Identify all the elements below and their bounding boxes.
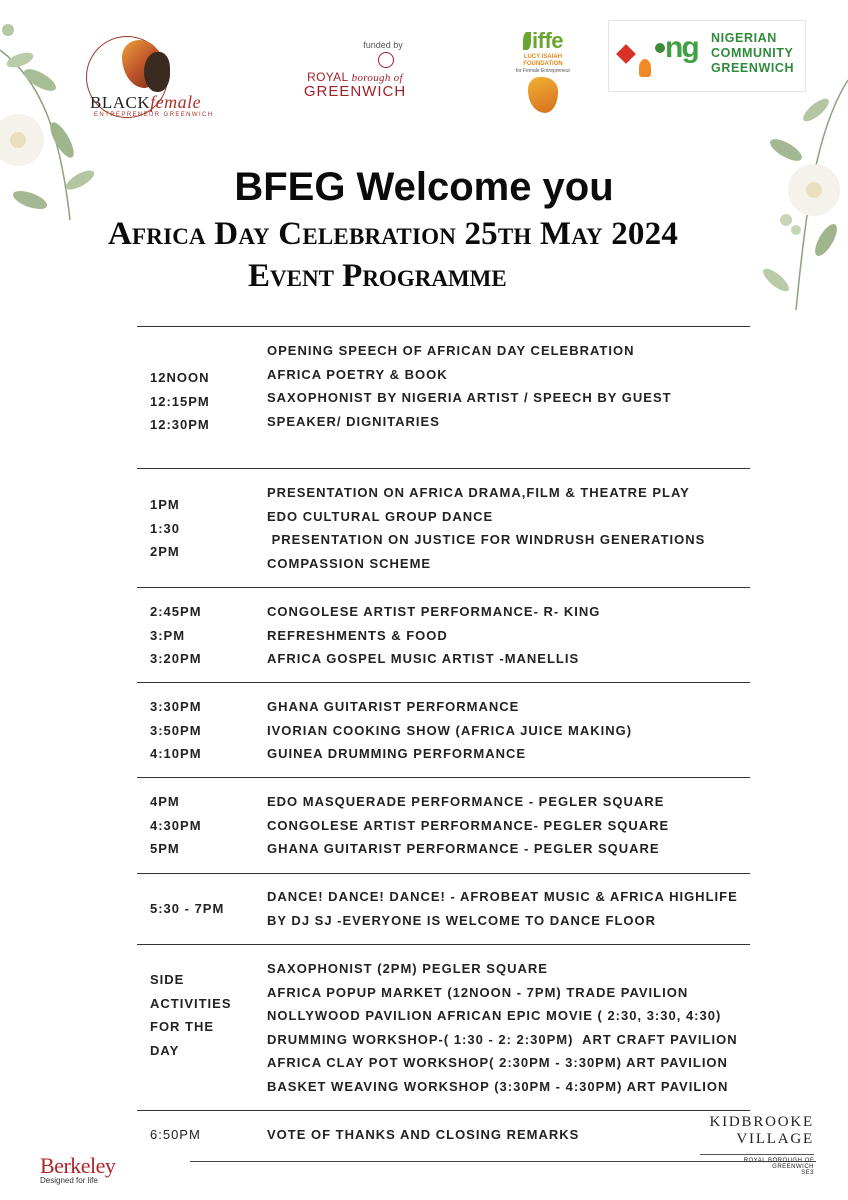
- event-item: NOLLYWOOD PAVILION AFRICAN EPIC MOVIE ( 2:30, 3:30, 4:30): [267, 1008, 722, 1023]
- event-item: BY DJ SJ -EVERYONE IS WELCOME TO DANCE FLOOR: [267, 912, 657, 928]
- time-slot: 3:50PM: [150, 722, 202, 738]
- event-item: GHANA GUITARIST PERFORMANCE - PEGLER SQUARE: [267, 841, 660, 856]
- bfeg-logo-sub: ENTREPRENEUR GREENWICH: [94, 112, 214, 118]
- iffe-wordmark: iffe: [505, 28, 581, 54]
- event-item: CONGOLESE ARTIST PERFORMANCE- R- KING: [267, 604, 601, 619]
- schedule-divider: [137, 682, 750, 683]
- time-column: [150, 600, 202, 671]
- berkeley-logo: [40, 1154, 115, 1185]
- event-item: SAXOPHONIST (2PM) PEGLER SQUARE: [267, 961, 548, 976]
- kidbrooke-code: SE3: [801, 1170, 814, 1176]
- lucy-isaiah-foundation-logo: [505, 28, 581, 118]
- greenwich-royal-line: ROYAL borough of: [307, 70, 403, 84]
- event-item: OPENING SPEECH OF AFRICAN DAY CELEBRATION: [267, 343, 635, 358]
- kidbrooke-rule: [700, 1154, 814, 1155]
- time-slot: 2PM: [150, 544, 180, 559]
- kidbrooke-line-1: KIDBROOKE: [709, 1114, 814, 1130]
- programme-title: Event Programme: [248, 258, 507, 294]
- kidbrooke-borough: ROYAL BOROUGH OF GREENWICH: [743, 1158, 814, 1170]
- event-item: DRUMMING WORKSHOP-( 1:30 - 2: 2:30PM) ART CRAFT PAVILION: [267, 1031, 738, 1047]
- woman-silhouette-icon: [144, 52, 170, 92]
- event-item: COMPASSION SCHEME: [267, 555, 432, 571]
- nigerian-community-greenwich-logo: [608, 20, 806, 92]
- time-slot: 4PM: [150, 794, 180, 809]
- time-slot: DAY: [150, 1042, 180, 1058]
- event-item: VOTE OF THANKS AND CLOSING REMARKS: [267, 1127, 580, 1142]
- event-column: [267, 339, 672, 433]
- event-item: AFRICA POETRY & BOOK: [267, 366, 448, 382]
- schedule-divider: [137, 777, 750, 778]
- iffe-foundation-name: LUCY ISAIAH FOUNDATION: [523, 54, 563, 67]
- event-item: AFRICA CLAY POT WORKSHOP( 2:30PM - 3:30PM) ART PAVILION: [267, 1055, 728, 1070]
- bfeg-logo-word: BLACKfemale: [90, 92, 202, 112]
- time-slot: 2:45PM: [150, 604, 202, 619]
- schedule-divider: [137, 873, 750, 874]
- time-column: [150, 695, 202, 766]
- funded-by-label: funded by: [363, 40, 403, 50]
- bfeg-logo: [84, 36, 234, 120]
- time-slot: 12NOON: [150, 370, 210, 385]
- event-column: [267, 695, 632, 766]
- event-column: [267, 957, 738, 1098]
- time-slot: 6:50PM: [150, 1127, 201, 1142]
- berkeley-tagline: Designed for life: [40, 1176, 98, 1185]
- event-item: GHANA GUITARIST PERFORMANCE: [267, 699, 520, 714]
- greenwich-name: GREENWICH: [303, 83, 407, 100]
- event-item: AFRICA GOSPEL MUSIC ARTIST -MANELLIS: [267, 651, 580, 666]
- event-item: DANCE! DANCE! DANCE! - AFROBEAT MUSIC & AFRICA HIGHLIFE: [267, 889, 738, 904]
- berkeley-wordmark: Berkeley: [40, 1153, 116, 1178]
- time-column: [150, 968, 232, 1062]
- event-item: SAXOPHONIST BY NIGERIA ARTIST / SPEECH BY GUEST: [267, 390, 672, 405]
- event-column: [267, 885, 738, 932]
- time-slot: 3:PM: [150, 627, 186, 643]
- schedule-divider: [137, 587, 750, 588]
- time-column: [150, 493, 180, 564]
- schedule-divider: [137, 944, 750, 945]
- africa-map-icon: [528, 77, 558, 113]
- event-item: AFRICA POPUP MARKET (12NOON - 7PM) TRADE PAVILION: [267, 984, 689, 1000]
- event-item: BASKET WEAVING WORKSHOP (3:30PM - 4:30PM) ART PAVILION: [267, 1078, 729, 1094]
- time-column: [150, 897, 224, 921]
- greenwich-crest-icon: [378, 52, 394, 68]
- event-item: PRESENTATION ON JUSTICE FOR WINDRUSH GENERATIONS: [267, 532, 706, 547]
- event-item: PRESENTATION ON AFRICA DRAMA,FILM & THEATRE PLAY: [267, 485, 690, 500]
- schedule-divider: [137, 468, 750, 469]
- leaf-icon: [523, 32, 531, 50]
- time-slot: ACTIVITIES: [150, 995, 232, 1011]
- time-slot: 5PM: [150, 841, 180, 856]
- time-column: [150, 1123, 201, 1147]
- time-slot: 3:20PM: [150, 651, 202, 666]
- ngc-mark: ng: [665, 31, 698, 64]
- schedule-divider: [137, 1110, 750, 1111]
- event-column: [267, 600, 600, 671]
- event-item: EDO MASQUERADE PERFORMANCE - PEGLER SQUARE: [267, 794, 665, 809]
- kidbrooke-village-logo: [700, 1114, 814, 1176]
- kidbrooke-line-2: VILLAGE: [736, 1131, 814, 1147]
- royal-greenwich-logo: [300, 40, 410, 104]
- event-item: IVORIAN COOKING SHOW (AFRICA JUICE MAKING): [267, 722, 633, 738]
- welcome-title: BFEG Welcome you: [234, 165, 614, 209]
- time-slot: 1PM: [150, 497, 180, 512]
- event-item: CONGOLESE ARTIST PERFORMANCE- PEGLER SQUARE: [267, 817, 670, 833]
- event-column: [267, 790, 669, 861]
- event-item: EDO CULTURAL GROUP DANCE: [267, 508, 494, 524]
- event-item: SPEAKER/ DIGNITARIES: [267, 413, 440, 429]
- time-slot: 5:30 - 7PM: [150, 901, 225, 916]
- time-slot: 4:30PM: [150, 817, 202, 833]
- ngc-name: NIGERIAN COMMUNITY GREENWICH: [711, 31, 795, 75]
- time-slot: 12:15PM: [150, 393, 210, 409]
- time-slot: SIDE: [150, 972, 185, 987]
- time-slot: 1:30: [150, 520, 181, 536]
- time-slot: 12:30PM: [150, 417, 210, 432]
- time-slot: FOR THE: [150, 1019, 215, 1034]
- event-column: [267, 1123, 579, 1147]
- schedule-divider: [137, 326, 750, 327]
- event-item: GUINEA DRUMMING PERFORMANCE: [267, 746, 527, 761]
- celebration-title: Africa Day Celebration 25th May 2024: [108, 216, 679, 252]
- time-column: [150, 790, 202, 861]
- time-slot: 4:10PM: [150, 746, 202, 761]
- event-item: REFRESHMENTS & FOOD: [267, 627, 448, 643]
- iffe-foundation-sub: for Female Entrepreneur: [515, 68, 571, 74]
- time-column: [150, 366, 210, 437]
- time-slot: 3:30PM: [150, 699, 202, 714]
- event-column: [267, 481, 705, 575]
